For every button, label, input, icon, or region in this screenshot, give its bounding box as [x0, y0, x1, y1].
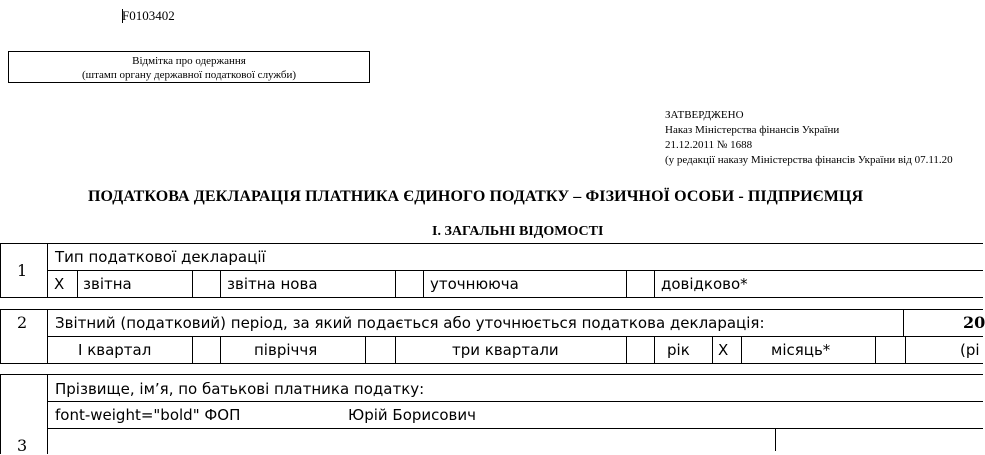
month-checkbox[interactable]: X: [718, 341, 729, 359]
option-reporting: звітна: [83, 275, 132, 293]
option-year: рік: [667, 341, 690, 359]
option-year-note: (рі: [960, 341, 980, 359]
taxpayer-name-value[interactable]: Юрій Борисович: [348, 406, 477, 424]
option-half-year: півріччя: [254, 341, 318, 359]
option-reference: довідково*: [661, 275, 748, 293]
row-number: 1: [17, 261, 28, 280]
taxpayer-name-prefix[interactable]: font-weight="bold" ФОП: [55, 406, 241, 424]
receipt-stamp-box: [8, 51, 370, 83]
section-title: І. ЗАГАЛЬНІ ВІДОМОСТІ: [432, 224, 604, 239]
reporting-period-label: Звітний (податковий) період, за який подається або уточнюється податкова декларація:: [55, 314, 765, 332]
option-three-quarters: три квартали: [452, 341, 559, 359]
approval-line-4: (у редакції наказу Міністерства фінансів України від 07.11.20: [665, 154, 953, 166]
approval-block: [665, 108, 953, 168]
form-code: F0103402: [122, 8, 175, 23]
period-year-value[interactable]: 20: [963, 313, 985, 332]
approval-line-2: Наказ Міністерства фінансів України: [665, 124, 840, 136]
row-number: 3: [17, 436, 28, 455]
stamp-line-1: Відмітка про одержання: [132, 55, 246, 67]
approval-line-1: ЗАТВЕРДЖЕНО: [665, 109, 744, 121]
approval-line-3: 21.12.2011 № 1688: [665, 139, 753, 151]
option-quarter-1: І квартал: [78, 341, 152, 359]
declaration-type-label: Тип податкової декларації: [55, 248, 266, 266]
option-clarifying: уточнююча: [430, 275, 519, 293]
page-title: ПОДАТКОВА ДЕКЛАРАЦІЯ ПЛАТНИКА ЄДИНОГО ПОДАТКУ – ФІЗИЧНОЇ ОСОБИ - ПІДПРИЄМЦЯ: [88, 188, 864, 205]
option-month: місяць*: [771, 341, 831, 359]
taxpayer-name-label: Прізвище, ім’я, по батькові платника податку:: [55, 380, 425, 398]
stamp-line-2: (штамп органу державної податкової служби): [81, 69, 297, 81]
option-reporting-new: звітна нова: [227, 275, 318, 293]
row-number: 2: [17, 313, 28, 332]
reporting-checkbox[interactable]: X: [54, 275, 65, 293]
